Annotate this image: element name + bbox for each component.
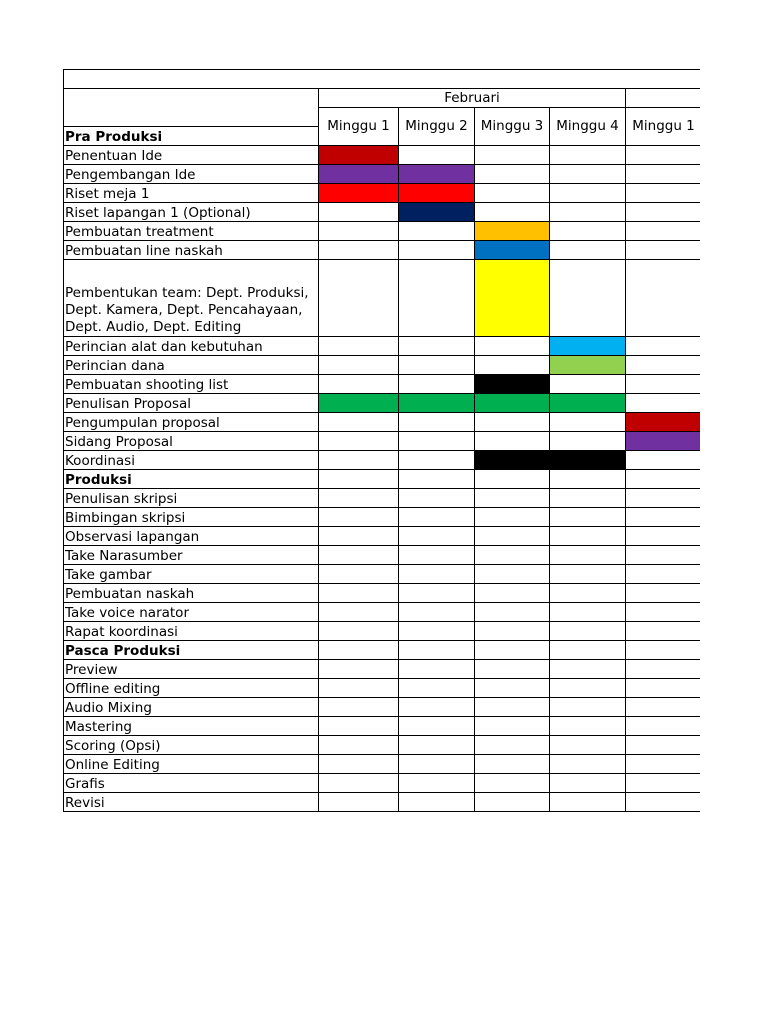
schedule-cell [626,375,702,394]
task-row [64,241,702,260]
schedule-cell [626,641,702,660]
task-row [64,260,702,337]
schedule-cell [626,660,702,679]
schedule-cell [319,432,399,451]
schedule-cell [319,451,399,470]
schedule-cell [550,755,626,774]
schedule-cell [475,717,550,736]
schedule-cell [550,375,626,394]
schedule-bar [475,260,550,337]
schedule-bar [475,241,550,260]
schedule-cell [319,717,399,736]
schedule-bar [550,337,626,356]
schedule-cell [319,584,399,603]
schedule-cell [399,565,475,584]
schedule-cell [399,527,475,546]
schedule-cell [319,755,399,774]
schedule-cell [319,736,399,755]
task-label: Pembuatan shooting list [64,375,319,394]
schedule-cell [550,603,626,622]
task-row [64,755,702,774]
schedule-cell [319,241,399,260]
task-row [64,356,702,375]
schedule-cell [399,432,475,451]
schedule-cell [475,489,550,508]
schedule-cell [319,489,399,508]
section-label: Pra Produksi [64,127,319,146]
schedule-bar [626,432,702,451]
schedule-cell [399,222,475,241]
schedule-cell [319,413,399,432]
schedule-cell [475,603,550,622]
task-label: Rapat koordinasi [64,622,319,641]
schedule-cell [550,203,626,222]
schedule-cell [399,717,475,736]
task-label: Take Narasumber [64,546,319,565]
schedule-cell [550,622,626,641]
schedule-bar [319,146,399,165]
schedule-bar [475,222,550,241]
schedule-bar [475,375,550,394]
schedule-bar [399,184,475,203]
schedule-cell [550,660,626,679]
schedule-cell [319,337,399,356]
schedule-cell [475,203,550,222]
schedule-cell [550,222,626,241]
schedule-cell [626,622,702,641]
schedule-sheet [63,69,702,812]
task-row [64,394,702,413]
schedule-cell [550,184,626,203]
task-label: Sidang Proposal [64,432,319,451]
schedule-cell [550,527,626,546]
task-row [64,603,702,622]
schedule-cell [626,774,702,793]
schedule-cell [399,679,475,698]
task-label: Preview [64,660,319,679]
schedule-cell [475,432,550,451]
task-label: Audio Mixing [64,698,319,717]
schedule-cell [550,774,626,793]
schedule-cell [550,241,626,260]
schedule-cell [399,337,475,356]
schedule-cell [319,660,399,679]
task-row [64,698,702,717]
schedule-cell [399,146,475,165]
week-header-4: Minggu 4 [550,108,626,146]
schedule-cell [399,260,475,337]
task-label: Offline editing [64,679,319,698]
week-header-1: Minggu 1 [319,108,399,146]
schedule-cell [626,184,702,203]
task-label: Grafis [64,774,319,793]
task-label: Perincian dana [64,356,319,375]
schedule-cell [319,470,399,489]
schedule-cell [626,356,702,375]
schedule-cell [399,774,475,793]
task-row [64,337,702,356]
schedule-cell [550,698,626,717]
task-label: Scoring (Opsi) [64,736,319,755]
schedule-cell [319,222,399,241]
schedule-bar [399,394,475,413]
schedule-bar [399,165,475,184]
gantt-table [63,69,702,812]
schedule-cell [626,603,702,622]
schedule-cell [475,641,550,660]
page-edge [700,60,768,860]
schedule-cell [626,508,702,527]
schedule-cell [550,793,626,812]
task-row [64,451,702,470]
schedule-cell [319,565,399,584]
section-label: Produksi [64,470,319,489]
task-label: Bimbingan skripsi [64,508,319,527]
schedule-cell [626,679,702,698]
schedule-cell [626,546,702,565]
schedule-cell [475,146,550,165]
schedule-bar [319,184,399,203]
schedule-cell [626,260,702,337]
schedule-cell [399,546,475,565]
schedule-cell [626,146,702,165]
schedule-cell [475,184,550,203]
schedule-cell [550,546,626,565]
section-row [64,641,702,660]
schedule-bar [319,394,399,413]
schedule-cell [399,356,475,375]
schedule-cell [399,584,475,603]
schedule-cell [550,165,626,184]
schedule-bar [550,356,626,375]
task-label: Riset meja 1 [64,184,319,203]
schedule-cell [626,736,702,755]
schedule-cell [626,337,702,356]
schedule-cell [475,698,550,717]
schedule-cell [319,774,399,793]
schedule-bar [550,451,626,470]
task-row [64,774,702,793]
schedule-cell [475,793,550,812]
schedule-cell [475,565,550,584]
schedule-cell [399,793,475,812]
task-row [64,793,702,812]
task-label: Observasi lapangan [64,527,319,546]
task-row [64,622,702,641]
schedule-cell [626,451,702,470]
task-label: Penulisan skripsi [64,489,319,508]
schedule-bar [626,413,702,432]
schedule-cell [626,584,702,603]
schedule-cell [626,489,702,508]
task-label: Pembuatan line naskah [64,241,319,260]
schedule-cell [319,603,399,622]
month-header-next [626,89,702,108]
task-label: Penentuan Ide [64,146,319,165]
schedule-cell [399,622,475,641]
schedule-cell [626,527,702,546]
section-row [64,470,702,489]
schedule-cell [399,413,475,432]
schedule-cell [399,375,475,394]
schedule-cell [475,622,550,641]
schedule-cell [475,660,550,679]
schedule-cell [550,413,626,432]
task-label: Pembuatan treatment [64,222,319,241]
task-label: Mastering [64,717,319,736]
schedule-cell [550,146,626,165]
schedule-cell [475,356,550,375]
task-label: Pengumpulan proposal [64,413,319,432]
schedule-cell [626,698,702,717]
schedule-cell [626,203,702,222]
section-label: Pasca Produksi [64,641,319,660]
schedule-cell [399,470,475,489]
task-row [64,584,702,603]
task-row [64,565,702,584]
schedule-cell [399,508,475,527]
schedule-cell [475,774,550,793]
schedule-cell [319,679,399,698]
task-row [64,413,702,432]
schedule-cell [319,793,399,812]
schedule-cell [550,717,626,736]
task-row [64,736,702,755]
schedule-bar [475,451,550,470]
schedule-cell [475,755,550,774]
schedule-cell [550,470,626,489]
schedule-cell [399,603,475,622]
schedule-cell [550,679,626,698]
schedule-cell [319,622,399,641]
schedule-cell [319,375,399,394]
schedule-bar [399,203,475,222]
schedule-cell [319,260,399,337]
schedule-cell [399,755,475,774]
schedule-bar [319,165,399,184]
label-header-cell [64,89,319,127]
schedule-cell [319,698,399,717]
task-label: Pengembangan Ide [64,165,319,184]
schedule-cell [319,508,399,527]
task-label: Riset lapangan 1 (Optional) [64,203,319,222]
task-label: Koordinasi [64,451,319,470]
task-label: Penulisan Proposal [64,394,319,413]
schedule-cell [399,489,475,508]
schedule-cell [626,241,702,260]
task-row [64,679,702,698]
task-row [64,546,702,565]
schedule-cell [475,546,550,565]
schedule-cell [475,337,550,356]
month-row [64,89,702,108]
schedule-cell [475,165,550,184]
schedule-cell [475,508,550,527]
task-row [64,203,702,222]
schedule-cell [399,641,475,660]
month-header: Februari [319,89,626,108]
schedule-cell [626,470,702,489]
schedule-cell [550,432,626,451]
task-row [64,375,702,394]
schedule-cell [319,203,399,222]
task-row [64,660,702,679]
schedule-bar [550,394,626,413]
schedule-cell [550,260,626,337]
schedule-cell [475,584,550,603]
week-header-3: Minggu 3 [475,108,550,146]
task-label: Take gambar [64,565,319,584]
task-label: Pembentukan team: Dept. Produksi, Dept. Kamera, Dept. Pencahayaan, Dept. Audio, Dept. Editing [64,260,319,337]
schedule-cell [550,565,626,584]
schedule-cell [475,679,550,698]
schedule-cell [626,165,702,184]
week-header-5: Minggu 1 [626,108,702,146]
task-row [64,165,702,184]
task-row [64,527,702,546]
schedule-cell [550,641,626,660]
task-label: Pembuatan naskah [64,584,319,603]
task-row [64,508,702,527]
schedule-cell [626,793,702,812]
schedule-cell [475,527,550,546]
task-label: Take voice narator [64,603,319,622]
title-cell [64,70,702,89]
schedule-cell [626,717,702,736]
title-row [64,70,702,89]
schedule-cell [399,698,475,717]
schedule-cell [626,222,702,241]
schedule-cell [399,241,475,260]
task-label: Online Editing [64,755,319,774]
task-row [64,432,702,451]
task-row [64,184,702,203]
schedule-cell [550,489,626,508]
schedule-cell [319,527,399,546]
schedule-cell [319,641,399,660]
schedule-cell [550,584,626,603]
schedule-cell [475,470,550,489]
schedule-cell [626,565,702,584]
schedule-cell [550,736,626,755]
task-row [64,146,702,165]
schedule-cell [399,660,475,679]
task-row [64,489,702,508]
schedule-cell [399,451,475,470]
schedule-cell [319,546,399,565]
schedule-bar [475,394,550,413]
schedule-cell [550,508,626,527]
task-label: Perincian alat dan kebutuhan [64,337,319,356]
schedule-cell [475,736,550,755]
task-row [64,222,702,241]
task-row [64,717,702,736]
week-header-2: Minggu 2 [399,108,475,146]
schedule-cell [475,413,550,432]
schedule-cell [399,736,475,755]
schedule-cell [319,356,399,375]
task-label: Revisi [64,793,319,812]
schedule-cell [626,755,702,774]
schedule-cell [626,394,702,413]
